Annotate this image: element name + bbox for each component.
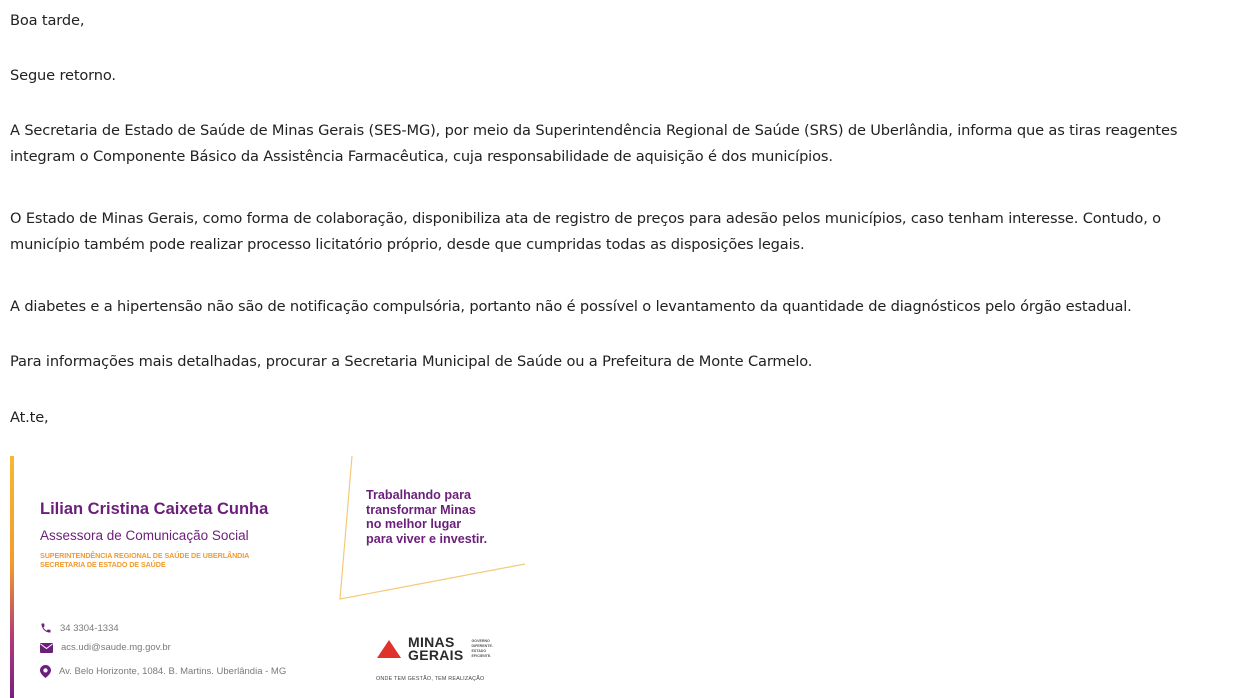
signature-org-line: SUPERINTENDÊNCIA REGIONAL DE SAÚDE DE UBERLÂNDIA bbox=[40, 551, 250, 560]
envelope-icon bbox=[40, 643, 53, 653]
logo-word: MINAS bbox=[408, 634, 455, 650]
email-paragraph-estado: O Estado de Minas Gerais, como forma de colaboração, disponibiliza ata de registro de preços para adesão pelos municípios, caso tenham interesse. Contudo, o município também pode realizar processo licitatório próprio, desde que cumpridas todas as disposições legais. bbox=[10, 210, 1161, 253]
logo-side-line: ESTADO bbox=[471, 649, 487, 653]
email-signature bbox=[10, 456, 530, 698]
email-greeting: Boa tarde, bbox=[10, 12, 85, 29]
signature-org-line: SECRETARIA DE ESTADO DE SAÚDE bbox=[40, 560, 166, 569]
logo-side-line: GOVERNO bbox=[471, 639, 490, 643]
email-intro: Segue retorno. bbox=[10, 67, 116, 84]
signature-accent-bar bbox=[10, 456, 14, 698]
signature-name: Lilian Cristina Caixeta Cunha bbox=[40, 500, 269, 518]
location-pin-icon bbox=[40, 665, 51, 678]
slogan-line: Trabalhando para bbox=[366, 488, 471, 502]
logo-side-line: DIFERENTE. bbox=[471, 644, 493, 648]
address-text: Av. Belo Horizonte, 1084. B. Martins. Uberlândia - MG bbox=[59, 666, 287, 677]
signature-email bbox=[40, 642, 171, 653]
logo-wordmark bbox=[408, 636, 463, 662]
signature-phone bbox=[40, 622, 119, 634]
email-paragraph-info: Para informações mais detalhadas, procurar a Secretaria Municipal de Saúde ou a Prefeitura de Monte Carmelo. bbox=[10, 353, 813, 370]
logo-tagline: ONDE TEM GESTÃO, TEM REALIZAÇÃO bbox=[376, 676, 485, 682]
email-closing: At.te, bbox=[10, 409, 49, 426]
signature-role: Assessora de Comunicação Social bbox=[40, 528, 249, 543]
logo-side-line: EFICIENTE. bbox=[471, 654, 492, 658]
slogan-line: transformar Minas bbox=[366, 502, 476, 517]
phone-icon bbox=[40, 622, 52, 634]
phone-number[interactable]: 34 3304-1334 bbox=[60, 622, 119, 634]
slogan-line: no melhor lugar bbox=[366, 517, 462, 531]
triangle-icon bbox=[376, 639, 402, 659]
signature-address bbox=[40, 665, 286, 678]
email-paragraph-ses: A Secretaria de Estado de Saúde de Minas Gerais (SES-MG), por meio da Superintendência Regional de Saúde (SRS) de Uberlândia, informa que as tiras reagentes integram o Componente Básico da Assistência Farmacêutica, cuja responsabilidade de aquisição é dos municípios. bbox=[10, 122, 1178, 165]
logo-side-text bbox=[471, 639, 492, 659]
signature-organization bbox=[40, 551, 249, 569]
email-paragraph-diabetes: A diabetes e a hipertensão não são de notificação compulsória, portanto não é possível o levantamento da quantidade de diagnósticos pelo órgão estadual. bbox=[10, 298, 1132, 315]
logo-word: GERAIS bbox=[408, 647, 464, 663]
slogan-line: para viver e investir. bbox=[366, 531, 488, 546]
signature-slogan bbox=[366, 488, 526, 546]
email-address-link[interactable]: acs.udi@saude.mg.gov.br bbox=[61, 642, 171, 653]
minas-gerais-logo bbox=[376, 636, 526, 682]
